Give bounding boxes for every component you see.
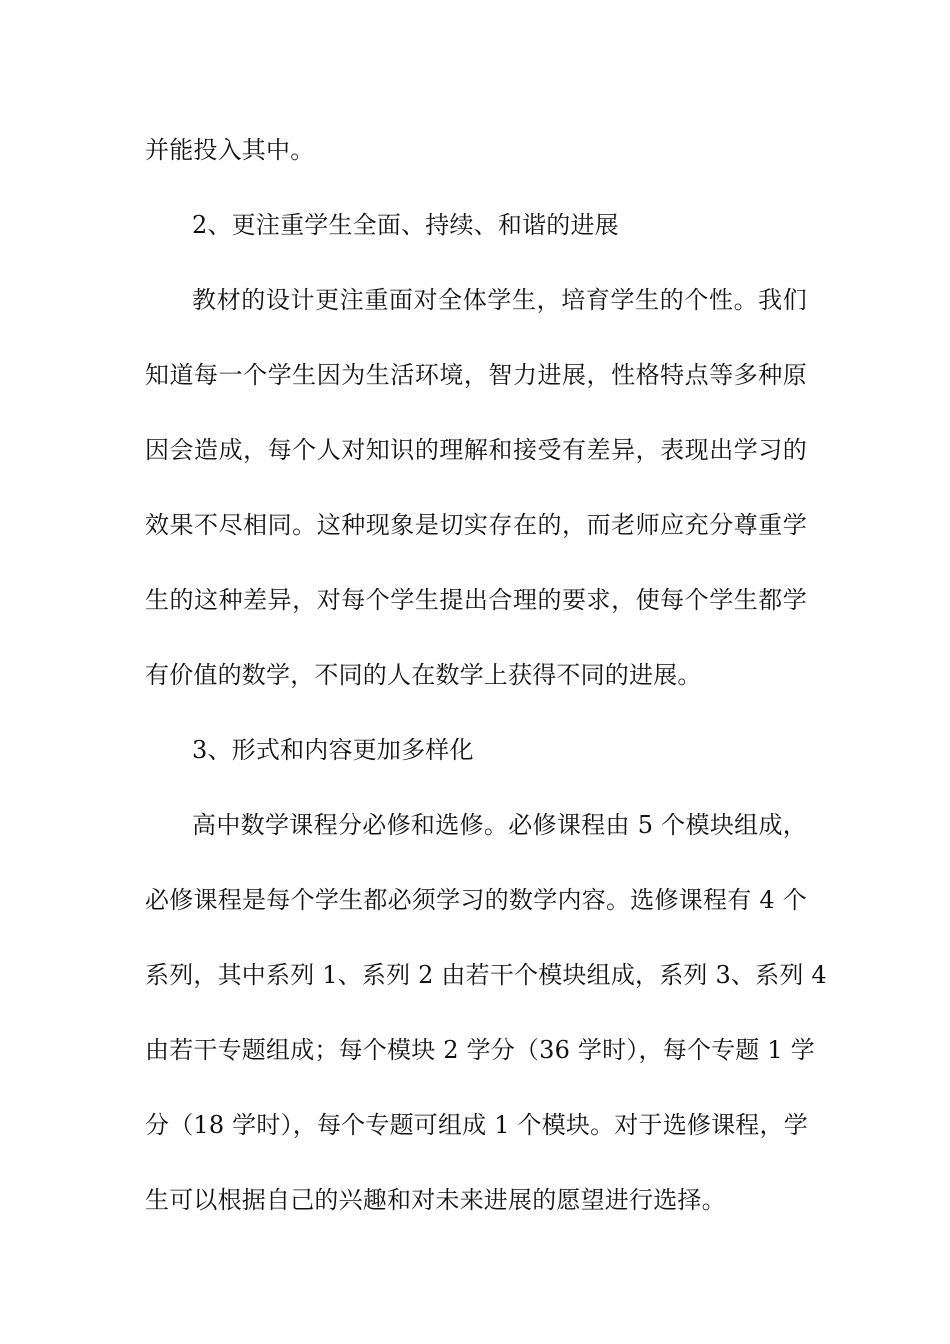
paragraph-line: 生的这种差异，对每个学生提出合理的要求，使每个学生都学 <box>145 586 807 614</box>
paragraph-line: 知道每一个学生因为生活环境，智力进展，性格特点等多种原 <box>145 361 807 389</box>
paragraph-line: 效果不尽相同。这种现象是切实存在的，而老师应充分尊重学 <box>145 511 807 539</box>
paragraph-line: 有价值的数学，不同的人在数学上获得不同的进展。 <box>145 661 702 689</box>
paragraph-line: 高中数学课程分必修和选修。必修课程由 5 个模块组成， <box>192 811 807 839</box>
section-heading-3: 3、形式和内容更加多样化 <box>192 736 474 764</box>
paragraph-line: 必修课程是每个学生都必须学习的数学内容。选修课程有 4 个 <box>145 886 807 914</box>
paragraph-line: 教材的设计更注重面对全体学生，培育学生的个性。我们 <box>192 286 807 314</box>
paragraph-line: 分（18 学时），每个专题可组成 1 个模块。对于选修课程，学 <box>145 1111 808 1139</box>
paragraph-line: 并能投入其中。 <box>145 136 315 164</box>
section-heading-2: 2、更注重学生全面、持续、和谐的进展 <box>192 211 619 239</box>
paragraph-line: 系列，其中系列 1、系列 2 由若干个模块组成，系列 3、系列 4 <box>145 961 827 989</box>
paragraph-line: 生可以根据自己的兴趣和对未来进展的愿望进行选择。 <box>145 1186 726 1214</box>
paragraph-line: 因会造成，每个人对知识的理解和接受有差异，表现出学习的 <box>145 436 807 464</box>
paragraph-line: 由若干专题组成；每个模块 2 学分（36 学时），每个专题 1 学 <box>145 1036 815 1064</box>
